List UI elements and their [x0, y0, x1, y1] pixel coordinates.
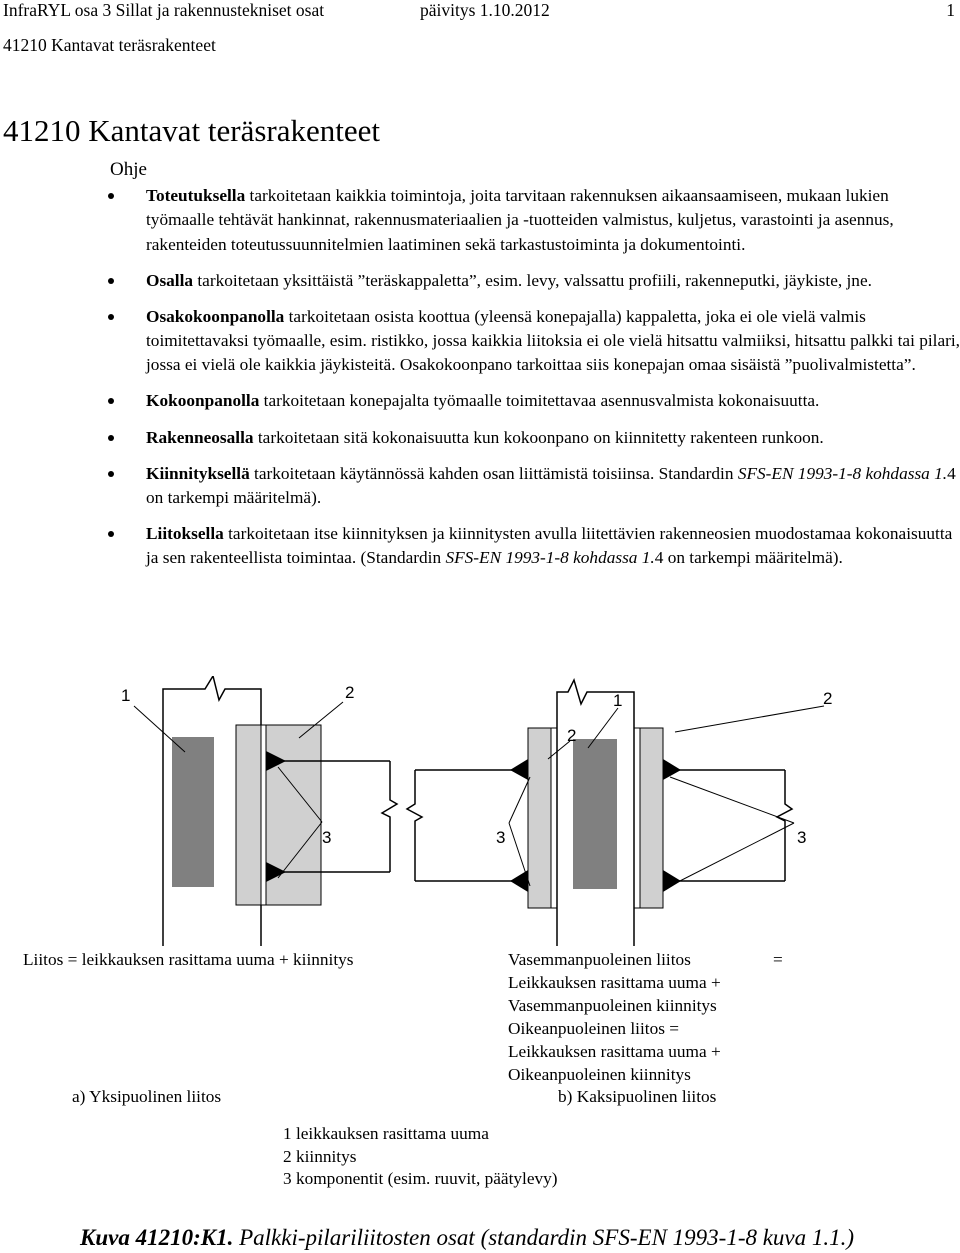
label-1: 1: [613, 691, 623, 710]
end-plate: [261, 725, 266, 905]
page-title: 41210 Kantavat teräsrakenteet: [3, 113, 380, 148]
term: Toteutuksella: [146, 186, 246, 205]
legend-item: [283, 1168, 558, 1191]
column-web-shaded: [573, 739, 617, 889]
definition: tarkoitetaan kaikkia toimintoja, joita tarvitaan rakennuksen aikaansaamiseen, mukaan lukien työmaalle tehtävät hankinnat, rakennusmateriaalien ja -tuotteiden valmistus, kuljetus, varastointi ja asennus, rakenteiden toteutussuunnitelmien laatiminen sekä tarkastustoiminta ja dokumentointi.: [146, 186, 894, 254]
standard-reference: SFS-EN 1993-1-8 kohdassa 1.: [445, 548, 655, 568]
list-item: [104, 269, 960, 293]
definition: tarkoitetaan yksittäistä ”teräskappaletta”, esim. levy, valssattu profiili, rakenneputki, jäykiste, jne.: [193, 270, 872, 290]
definition: tarkoitetaan itse kiinnityksen ja kiinnitysten avulla liitettävien rakenneosien muodostamaa kokonaisuutta ja sen rakenteellista toimintaa. (Standardin: [146, 524, 953, 568]
figure-caption: [80, 1225, 854, 1251]
legend-text: leikkauksen rasittama uuma: [291, 1124, 489, 1143]
legend-item: [283, 1123, 558, 1146]
header-subtitle: 41210 Kantavat teräsrakenteet: [3, 35, 216, 55]
definition: tarkoitetaan osista koottua (yleensä konepajalla) kappaletta, joka ei ole vielä valmis toimitettavaksi työmaalle, esim. ristikko, jossa kaikkia liitoksia ei ole vielä hitsattu valmiiksi, hitsattu palkki tai pilari, jossa ei vielä ole kaikkia jäykisteitä. Osakokoonpano tarkoittaa siis konepajan omaa sisäistä ”puolivalmistetta”.: [146, 306, 960, 375]
legend-item: [283, 1146, 558, 1169]
label-3: 3: [322, 828, 332, 847]
figure-number: Kuva 41210:K1.: [80, 1225, 234, 1250]
page-number: 1: [946, 0, 955, 20]
term: Rakenneosalla: [146, 427, 254, 447]
list-item: [104, 462, 960, 511]
label-2-right: 2: [823, 689, 833, 708]
caption-right-line: Leikkauksen rasittama uuma +: [508, 973, 721, 992]
standard-reference: SFS-EN 1993-1-8 kohdassa 1.: [737, 463, 948, 483]
list-item: [104, 522, 960, 571]
reference-tail: 4: [654, 548, 664, 568]
caption-right-line: Vasemmanpuoleinen kiinnitys: [508, 996, 717, 1015]
definition-list: [104, 184, 960, 582]
caption-right-equals: =: [773, 950, 783, 969]
label-3-right: 3: [797, 828, 807, 847]
figure-a-single-sided: [121, 676, 397, 946]
weld-left-top: [510, 759, 528, 780]
left-connection-zone: [528, 728, 551, 908]
definition: tarkoitetaan sitä kokonaisuutta kun kokoonpano on kiinnitetty rakenteen runkoon.: [253, 427, 824, 447]
legend-number: 1: [283, 1124, 292, 1143]
column-web-shaded: [172, 737, 214, 887]
legend-text: komponentit (esim. ruuvit, päätylevy): [291, 1169, 558, 1188]
figure-caption-text: Palkki-pilariliitosten osat (standardin SFS-EN 1993-1-8 kuva 1.1.): [233, 1225, 855, 1250]
figure-b-double-sided: [315, 676, 832, 946]
definition-tail: on tarkempi määritelmä).: [663, 548, 843, 568]
definition: tarkoitetaan käytännössä kahden osan liittämistä toisiinsa. Standardin: [249, 463, 738, 483]
weld-right-bottom: [663, 870, 681, 892]
term: Kokoonpanolla: [146, 391, 260, 411]
list-item: [104, 389, 960, 413]
list-item: [104, 305, 960, 378]
beam-break-line-left: [407, 770, 422, 881]
end-plate-right: [634, 728, 640, 908]
header-date: päivitys 1.10.2012: [420, 0, 550, 20]
caption-right-line: Oikeanpuoleinen liitos =: [508, 1019, 680, 1038]
joint-figure: [0, 676, 960, 946]
term: Osalla: [146, 270, 194, 290]
subcaption-b: b) Kaksipuolinen liitos: [558, 1087, 717, 1106]
caption-left: Liitos = leikkauksen rasittama uuma + kiinnitys: [23, 950, 354, 969]
label-1: 1: [121, 686, 131, 705]
legend-number: 3: [283, 1169, 292, 1188]
term: Osakokoonpanolla: [146, 306, 285, 326]
definition: tarkoitetaan konepajalta työmaalle toimitettavaa asennusvalmista kokonaisuutta.: [259, 391, 820, 411]
list-item: [104, 426, 960, 450]
subcaption-a: a) Yksipuolinen liitos: [72, 1087, 222, 1106]
beam-break-line: [382, 761, 397, 872]
caption-right-line: Leikkauksen rasittama uuma +: [508, 1042, 721, 1061]
legend-text: kiinnitys: [291, 1146, 357, 1166]
label-2: 2: [345, 683, 355, 702]
term: Liitoksella: [146, 524, 224, 544]
label-3-left: 3: [496, 828, 506, 847]
label-2-left: 2: [567, 726, 577, 745]
definition-tail: on tarkempi määritelmä).: [146, 487, 322, 507]
reference-tail: 4: [947, 463, 956, 483]
legend-number: 2: [283, 1146, 292, 1166]
list-item: [104, 184, 960, 257]
right-connection-zone: [640, 728, 663, 908]
caption-right-line: Vasemmanpuoleinen liitos: [508, 950, 691, 969]
end-plate-left: [551, 728, 557, 908]
section-heading: Ohje: [110, 159, 147, 180]
caption-right-line: Oikeanpuoleinen kiinnitys: [508, 1065, 691, 1084]
figure-legend: [283, 1123, 558, 1191]
weld-right-top: [663, 759, 681, 780]
term: Kiinnityksellä: [146, 463, 250, 483]
header-source: InfraRYL osa 3 Sillat ja rakennustekniset osat: [3, 0, 325, 20]
